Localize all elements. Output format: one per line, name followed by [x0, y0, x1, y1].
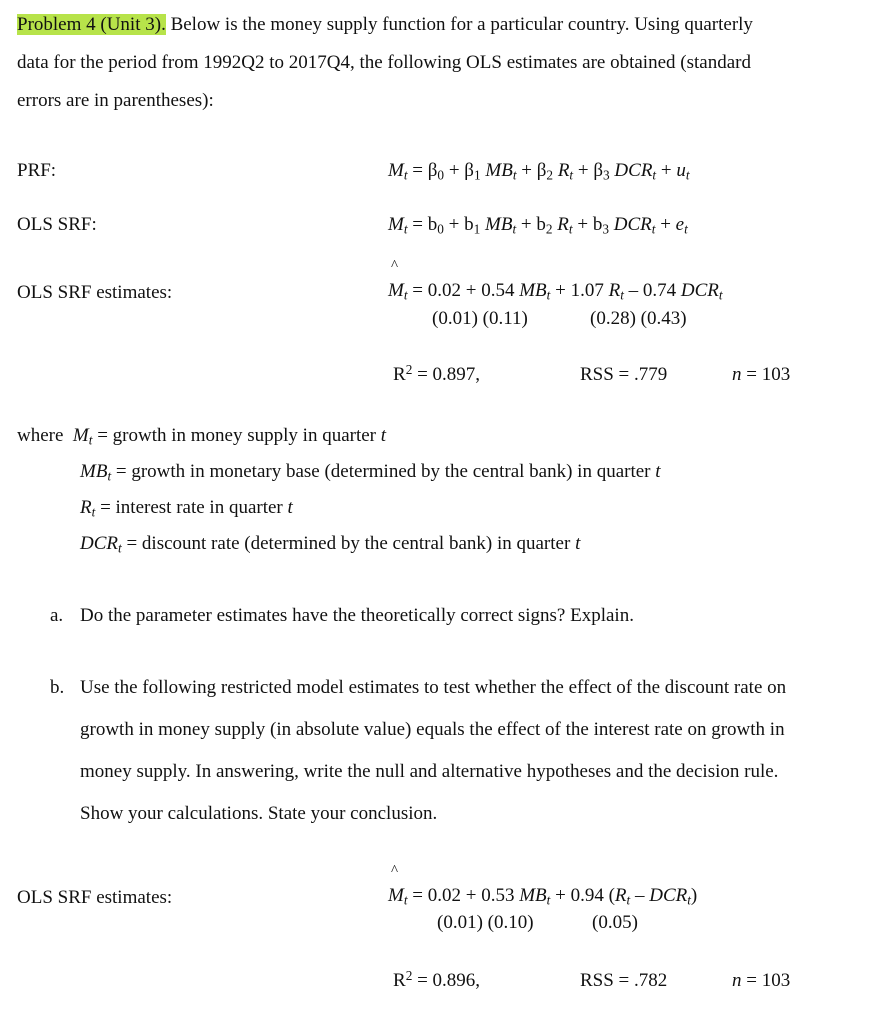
srf-r2: $R^2 = 0.897$,: [393, 362, 481, 385]
problem-intro-line-2: data for the period from 1992Q2 to 2017Q4, the following OLS estimates are obtained (standard: [17, 52, 751, 73]
srf-equation: $M_t = b_0 + b_1$ $MB_t + b_2$ $R_t + b_3$ $DCR_t + e_t$: [388, 214, 688, 237]
question-a-text: Do the parameter estimates have the theoretically correct signs? Explain.: [80, 605, 634, 626]
prf-label: PRF:: [17, 160, 57, 181]
problem-intro-line-3: errors are in parentheses):: [17, 90, 214, 111]
problem-intro-rest: Below is the money supply function for a particular country. Using quarterly: [165, 14, 753, 35]
srf-estimates-label: OLS SRF estimates:: [17, 282, 173, 303]
where-r: $R_t$ = interest rate in quarter t: [80, 497, 293, 520]
restricted-n: n = 103: [732, 970, 791, 991]
restricted-se-a: (0.01) (0.10): [437, 912, 534, 933]
srf-n: n = 103: [732, 364, 791, 385]
question-b-line-1: Use the following restricted model estimates to test whether the effect of the discount rate on: [80, 677, 787, 698]
where-mb: $MB_t$ = growth in monetary base (determined by the central bank) in quarter t: [80, 461, 661, 484]
srf-se-a: (0.01) (0.11): [432, 308, 528, 329]
question-a-letter: a.: [50, 605, 64, 626]
restricted-r2: $R^2 = 0.896$,: [393, 968, 481, 991]
question-b-line-3: money supply. In answering, write the null and alternative hypotheses and the decision rule.: [80, 761, 779, 782]
srf-estimates-equation: ^ $M_t = 0.02 + 0.54$ $MB_t + 1.07$ $R_t - 0.74$ $DCR_t$: [388, 280, 723, 302]
srf-rss: RSS = .779: [580, 364, 668, 385]
restricted-se-b: (0.05): [592, 912, 638, 933]
prf-equation: $M_t = \beta_0 + \beta_1$ $MB_t + \beta_2$ $R_t + \beta_3$ $DCR_t + u_t$: [388, 160, 690, 183]
problem-intro-line-1: [17, 14, 753, 36]
srf-se-b: (0.28) (0.43): [590, 308, 687, 329]
problem-title: Problem 4 (Unit 3).: [17, 14, 166, 35]
question-b-letter: b.: [50, 677, 65, 698]
question-b-line-2: growth in money supply (in absolute value) equals the effect of the interest rate on growth in: [80, 719, 785, 740]
restricted-label: OLS SRF estimates:: [17, 887, 173, 908]
restricted-rss: RSS = .782: [580, 970, 668, 991]
where-dcr: $DCR_t$ = discount rate (determined by the central bank) in quarter t: [80, 533, 581, 556]
srf-label: OLS SRF:: [17, 214, 97, 235]
question-b-line-4: Show your calculations. State your conclusion.: [80, 803, 438, 824]
restricted-equation: ^ $M_t = 0.02 + 0.53$ $MB_t + 0.94$ $(R_t - DCR_t)$: [388, 885, 697, 907]
where-m: where $M_t$ = growth in money supply in quarter t: [17, 425, 387, 448]
